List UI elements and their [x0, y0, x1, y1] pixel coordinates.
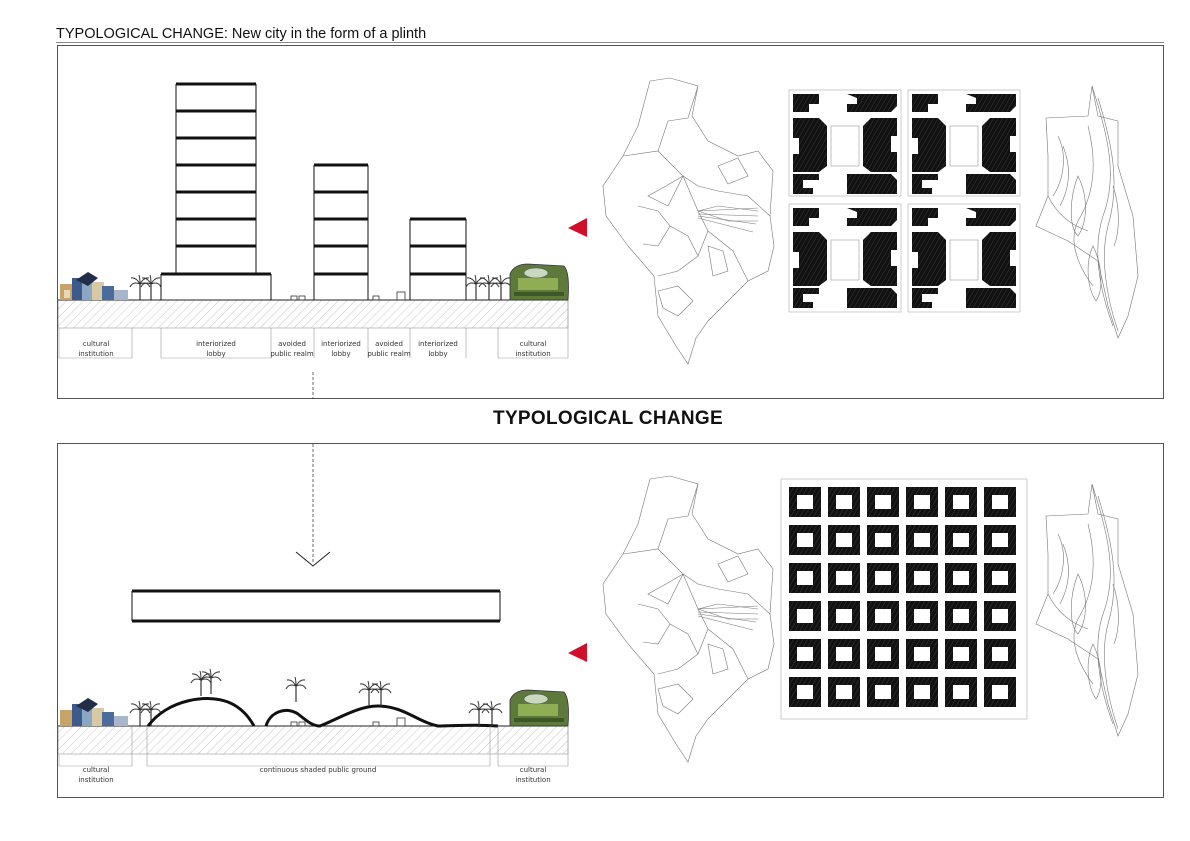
plinth-slab — [132, 591, 500, 621]
ground-section — [58, 300, 568, 328]
cultural-institution-left — [60, 272, 128, 300]
red-arrow-icon — [568, 643, 587, 662]
undulating-public-ground — [148, 699, 498, 726]
label-interiorized-lobby-2-2: lobby — [331, 350, 351, 358]
car-icon — [373, 722, 379, 726]
topography-map-right — [1036, 86, 1138, 338]
label-avoided-public-realm-2: avoided — [375, 340, 403, 348]
block-plan-grid — [789, 90, 1020, 312]
car-icon — [299, 296, 305, 300]
label-cultural-institution-right-2: institution — [515, 776, 551, 784]
label-avoided-public-realm-2-2: public realm — [367, 350, 411, 358]
label-interiorized-lobby-3-2: lobby — [428, 350, 448, 358]
label-interiorized-lobby-2: interiorized — [321, 340, 361, 348]
cultural-institution-left — [60, 698, 128, 726]
bottom-panel — [57, 443, 1164, 798]
tower-1 — [161, 84, 271, 300]
label-avoided-public-realm-1-2: public realm — [270, 350, 314, 358]
top-section-drawing — [58, 46, 1163, 398]
bus-icon — [397, 718, 405, 726]
car-icon — [291, 722, 297, 726]
cultural-institution-right — [510, 690, 569, 726]
page-title: TYPOLOGICAL CHANGE: New city in the form of a plinth — [56, 26, 427, 42]
bottom-section-drawing — [58, 444, 1163, 797]
plinth-grid-plan — [781, 479, 1027, 719]
car-icon — [291, 296, 297, 300]
label-interiorized-lobby-1: interiorized — [196, 340, 236, 348]
tower-3 — [410, 219, 466, 300]
bus-icon — [397, 292, 405, 300]
site-map-left — [603, 476, 774, 762]
label-cultural-institution-right-2: institution — [515, 350, 551, 358]
label-interiorized-lobby-3: interiorized — [418, 340, 458, 348]
car-icon — [373, 296, 379, 300]
label-cultural-institution-left-2: institution — [78, 350, 114, 358]
label-cultural-institution-right: cultural — [519, 340, 547, 348]
label-continuous-shaded-public-ground: continuous shaded public ground — [259, 766, 377, 774]
top-panel — [57, 45, 1164, 399]
label-cultural-institution-right: cultural — [519, 766, 547, 774]
tower-2 — [314, 165, 368, 300]
title-underline — [56, 42, 1164, 43]
cultural-institution-right — [510, 264, 569, 300]
section-heading: TYPOLOGICAL CHANGE — [493, 408, 723, 429]
label-interiorized-lobby-1-2: lobby — [206, 350, 226, 358]
ground-section — [58, 726, 568, 754]
label-cultural-institution-left: cultural — [82, 340, 110, 348]
site-map-left — [603, 78, 774, 364]
label-avoided-public-realm-1: avoided — [278, 340, 306, 348]
topography-map-right — [1036, 484, 1138, 736]
car-icon — [299, 722, 305, 726]
label-cultural-institution-left: cultural — [82, 766, 110, 774]
red-arrow-icon — [568, 218, 587, 237]
label-cultural-institution-left-2: institution — [78, 776, 114, 784]
